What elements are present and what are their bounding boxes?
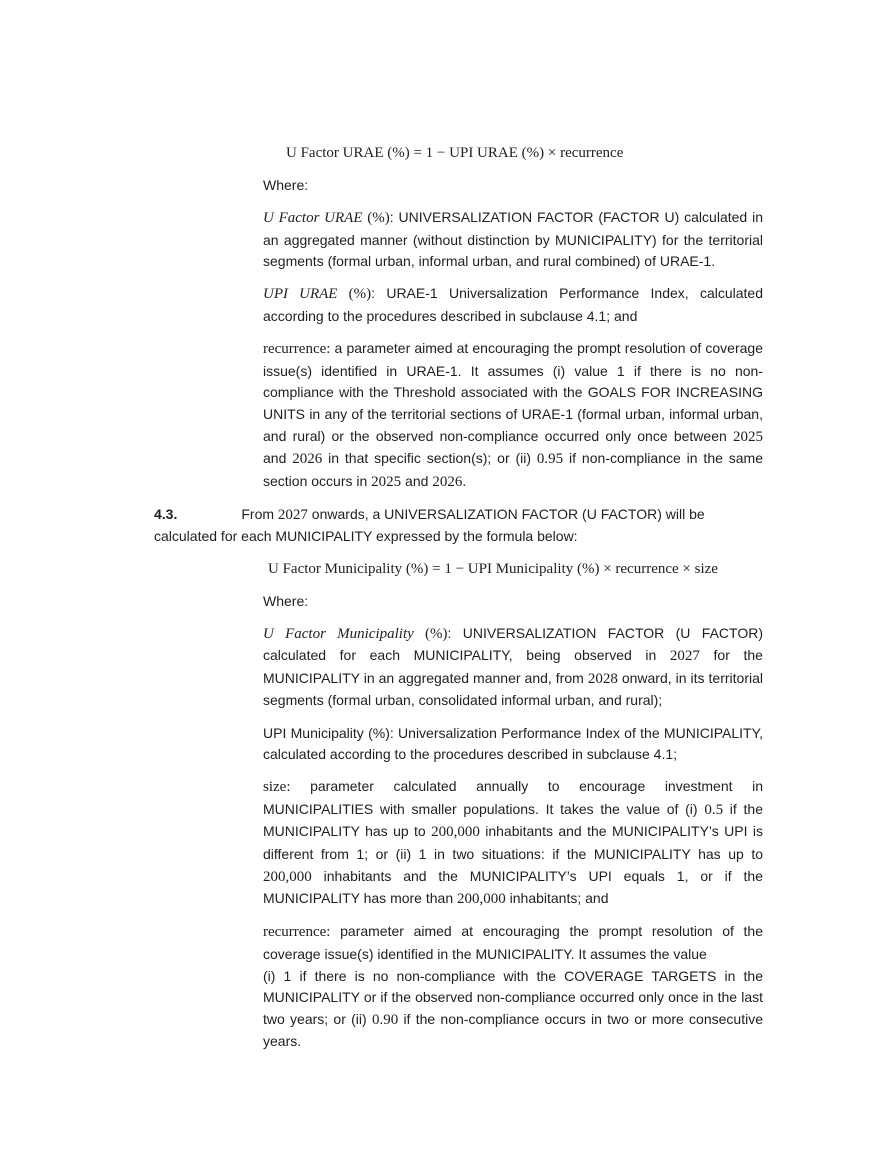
text-segment: if the MUNICIPALITY has up to: [263, 800, 763, 840]
text-segment: : UNIVERSALIZATION FACTOR (U FACTOR) calculated for each MUNICIPALITY, being observed in: [263, 624, 763, 664]
text-segment: U Factor Municipality: [263, 625, 414, 642]
text-segment: recurrence:: [263, 341, 331, 358]
text-segment: Where:: [263, 592, 309, 609]
formula-u-factor-municipality: [268, 559, 874, 581]
text-segment: (%): [337, 286, 372, 303]
text-segment: 200,000: [263, 868, 312, 885]
paragraph-recurrence-municipality-definition-part1: [263, 921, 763, 965]
text-segment: onwards, a UNIVERSALIZATION FACTOR (U FACTOR) will be calculated for each MUNICIPALITY expressed by the formula below:: [154, 505, 705, 545]
text-segment: 2027: [669, 648, 700, 665]
text-segment: 2028: [587, 670, 618, 687]
text-segment: Where:: [263, 177, 309, 194]
text-segment: .: [462, 472, 467, 489]
paragraph-recurrence-municipality-definition-part2: [263, 966, 763, 1053]
text-segment: U Factor URAE: [263, 210, 363, 227]
paragraph-u-factor-urae-definition: [263, 207, 763, 273]
text-segment: (%): [362, 210, 390, 227]
text-segment: and: [263, 450, 293, 467]
text-segment: if non-compliance in the same section occurs in: [263, 450, 764, 489]
text-segment: parameter calculated annually to encourage investment in MUNICIPALITIES with smaller populations. It takes the value of (i): [263, 778, 763, 817]
text-segment: a parameter aimed at encouraging the prompt resolution of coverage issue(s) identified in URAE-1. It assumes (i) value 1 if there is no non-compliance with the Threshold associated with the GOALS FOR INCREASING UNITS in any of the territorial sections of URAE-1 (formal urban, informal urban, and rural) or the observed non-compliance occurred only once between: [263, 340, 763, 444]
text-segment: inhabitants and the MUNICIPALITY’s UPI is different from 1; or (ii) 1 in two situations: if the MUNICIPALITY has up to: [263, 823, 764, 863]
text-segment: inhabitants and the MUNICIPALITY’s UPI equals 1, or if the MUNICIPALITY has more than: [263, 867, 763, 907]
formula-u-factor-urae: [286, 143, 874, 165]
paragraph-size-definition: [263, 776, 763, 911]
text-segment: 2025: [733, 428, 763, 445]
text-segment: UPI URAE: [263, 286, 338, 303]
text-segment: (i) 1 if there is no non-compliance with the COVERAGE TARGETS in the MUNICIPALITY or if the observed non-compliance occurred only once in the last two years; or (ii): [263, 967, 763, 1027]
text-segment: size:: [263, 779, 291, 796]
paragraph-recurrence-urae-definition: [263, 338, 763, 493]
text-segment: 2026: [292, 451, 323, 468]
text-segment: and: [401, 472, 433, 489]
text-segment: UPI Municipality (%): Universalization Performance Index of the MUNICIPALITY, calculated according to the procedures described in subclause 4.1;: [263, 724, 763, 763]
text-segment: recurrence:: [263, 924, 331, 941]
text-segment: U Factor Municipality (%) = 1 − UPI Municipality (%) × recurrence × size: [268, 560, 718, 577]
text-segment: if the non-compliance occurs in two or more consecutive years.: [263, 1010, 763, 1050]
text-segment: onward, in its territorial segments (formal urban, consolidated informal urban, and rural);: [263, 669, 764, 709]
text-segment: 4.3.: [154, 505, 178, 522]
text-segment: 2025: [371, 473, 402, 490]
where-label-2: [263, 591, 763, 613]
where-label-1: [263, 175, 763, 197]
text-segment: inhabitants; and: [505, 890, 609, 907]
text-segment: for the MUNICIPALITY in an aggregated manner and, from: [263, 647, 763, 686]
text-segment: 2026: [432, 473, 463, 490]
text-segment: parameter aimed at encouraging the prompt resolution of the coverage issue(s) identified in the MUNICIPALITY. It assumes the value: [263, 923, 763, 962]
paragraph-u-factor-municipality-definition: [263, 623, 763, 712]
text-segment: : UNIVERSALIZATION FACTOR (FACTOR U) calculated in an aggregated manner (without distinction by MUNICIPALITY) for the territorial segments (formal urban, informal urban, and rural combined) of URAE-1.: [263, 209, 763, 270]
text-segment: 200,000: [457, 891, 506, 908]
paragraph-upi-urae-definition: [263, 283, 763, 327]
text-segment: 2027: [277, 506, 308, 523]
text-segment: From: [241, 505, 278, 522]
text-segment: U Factor URAE (%) = 1 − UPI URAE (%) × recurrence: [286, 145, 624, 161]
section-4-3: [154, 504, 766, 548]
text-segment: 0.5: [704, 801, 724, 818]
text-segment: 200,000: [431, 824, 480, 841]
text-segment: 0.90: [371, 1011, 399, 1028]
text-segment: 0.95: [536, 451, 564, 468]
text-segment: (%): [413, 625, 448, 642]
paragraph-upi-municipality-definition: [263, 723, 763, 766]
text-segment: : URAE-1 Universalization Performance Index, calculated according to the procedures described in subclause 4.1; and: [263, 285, 764, 325]
text-segment: in that specific section(s); or (ii): [322, 450, 537, 467]
